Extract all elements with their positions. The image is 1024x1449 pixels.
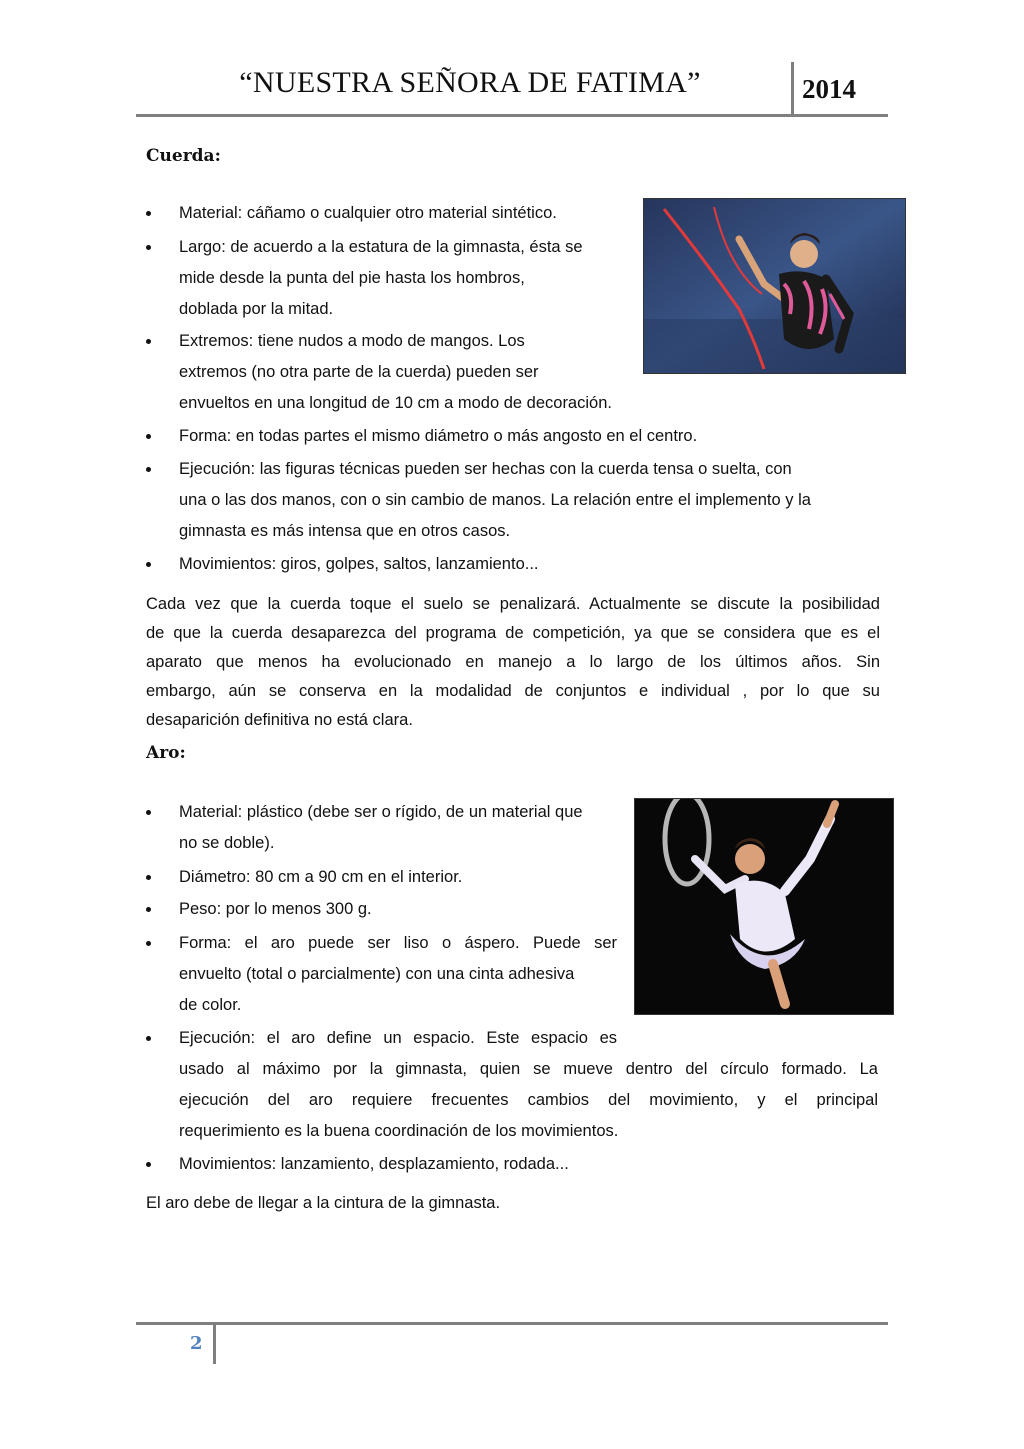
page-number: 2 (190, 1333, 203, 1354)
list-item-line: Forma: en todas partes el mismo diámetro o más angosto en el centro. (179, 427, 698, 445)
bullet-icon (146, 941, 151, 946)
bullet-icon (146, 1036, 151, 1041)
hoop-gymnast-photo (634, 798, 894, 1015)
aro-paragraph (146, 1189, 880, 1218)
header-year: 2014 (802, 74, 856, 104)
bullet-icon (146, 562, 151, 567)
paragraph-line: desaparición definitiva no está clara. (146, 711, 413, 729)
list-item-line: Forma: el aro puede ser liso o áspero. Puede ser (179, 934, 617, 952)
list-item-line: Peso: por lo menos 300 g. (179, 900, 372, 918)
paragraph-line: embargo, aún se conserva en la modalidad de conjuntos e individual , por lo que su (146, 682, 880, 700)
paragraph-line: Cada vez que la cuerda toque el suelo se penalizará. Actualmente se discute la posibilidad (146, 595, 880, 613)
bullet-icon (146, 339, 151, 344)
list-item-line: Ejecución: el aro define un espacio. Este espacio es (179, 1029, 617, 1047)
bullet-icon (146, 1162, 151, 1167)
footer-rule (136, 1322, 888, 1325)
list-item-line: Largo: de acuerdo a la estatura de la gimnasta, ésta se (179, 238, 583, 256)
list-item-line: Movimientos: giros, golpes, saltos, lanzamiento... (179, 555, 539, 573)
list-item-line: gimnasta es más intensa que en otros casos. (179, 522, 511, 540)
bullet-icon (146, 245, 151, 250)
list-item-line: una o las dos manos, con o sin cambio de manos. La relación entre el implemento y la (179, 491, 811, 509)
bullet-icon (146, 907, 151, 912)
list-item-line: usado al máximo por la gimnasta, quien se mueve dentro del círculo formado. La (179, 1060, 878, 1078)
bullet-icon (146, 875, 151, 880)
bullet-icon (146, 434, 151, 439)
paragraph-line: de que la cuerda desaparezca del programa de competición, ya que se considera que es el (146, 624, 880, 642)
rope-gymnast-photo (643, 198, 906, 374)
list-item-line: envueltos en una longitud de 10 cm a modo de decoración. (179, 394, 612, 412)
list-item-line: ejecución del aro requiere frecuentes cambios del movimiento, y el principal (179, 1091, 878, 1109)
list-item-line: envuelto (total o parcialmente) con una cinta adhesiva (179, 965, 575, 983)
header-title: “NUESTRA SEÑORA DE FATIMA” (239, 66, 701, 99)
list-item-line: requerimiento es la buena coordinación de los movimientos. (179, 1122, 619, 1140)
list-item-line: extremos (no otra parte de la cuerda) pueden ser (179, 363, 539, 381)
cuerda-paragraph (146, 590, 880, 735)
section-heading-aro: Aro: (146, 743, 186, 763)
paragraph-line: aparato que menos ha evolucionado en manejo a lo largo de los últimos años. Sin (146, 653, 880, 671)
list-item-line: Material: cáñamo o cualquier otro material sintético. (179, 204, 557, 222)
list-item-line: no se doble). (179, 834, 275, 852)
header-divider (791, 62, 794, 116)
bullet-icon (146, 211, 151, 216)
footer-divider (213, 1322, 216, 1364)
list-item-line: doblada por la mitad. (179, 300, 334, 318)
bullet-icon (146, 810, 151, 815)
list-item-line: de color. (179, 996, 242, 1014)
list-item-line: Ejecución: las figuras técnicas pueden ser hechas con la cuerda tensa o suelta, con (179, 460, 792, 478)
bullet-icon (146, 467, 151, 472)
section-heading-cuerda: Cuerda: (146, 146, 221, 166)
list-item-line: Diámetro: 80 cm a 90 cm en el interior. (179, 868, 463, 886)
header-rule (136, 114, 888, 117)
list-item-line: Material: plástico (debe ser o rígido, de un material que (179, 803, 583, 821)
paragraph-line: El aro debe de llegar a la cintura de la gimnasta. (146, 1194, 501, 1212)
list-item-line: Extremos: tiene nudos a modo de mangos. Los (179, 332, 525, 350)
list-item-line: Movimientos: lanzamiento, desplazamiento, rodada... (179, 1155, 569, 1173)
list-item-line: mide desde la punta del pie hasta los hombros, (179, 269, 525, 287)
